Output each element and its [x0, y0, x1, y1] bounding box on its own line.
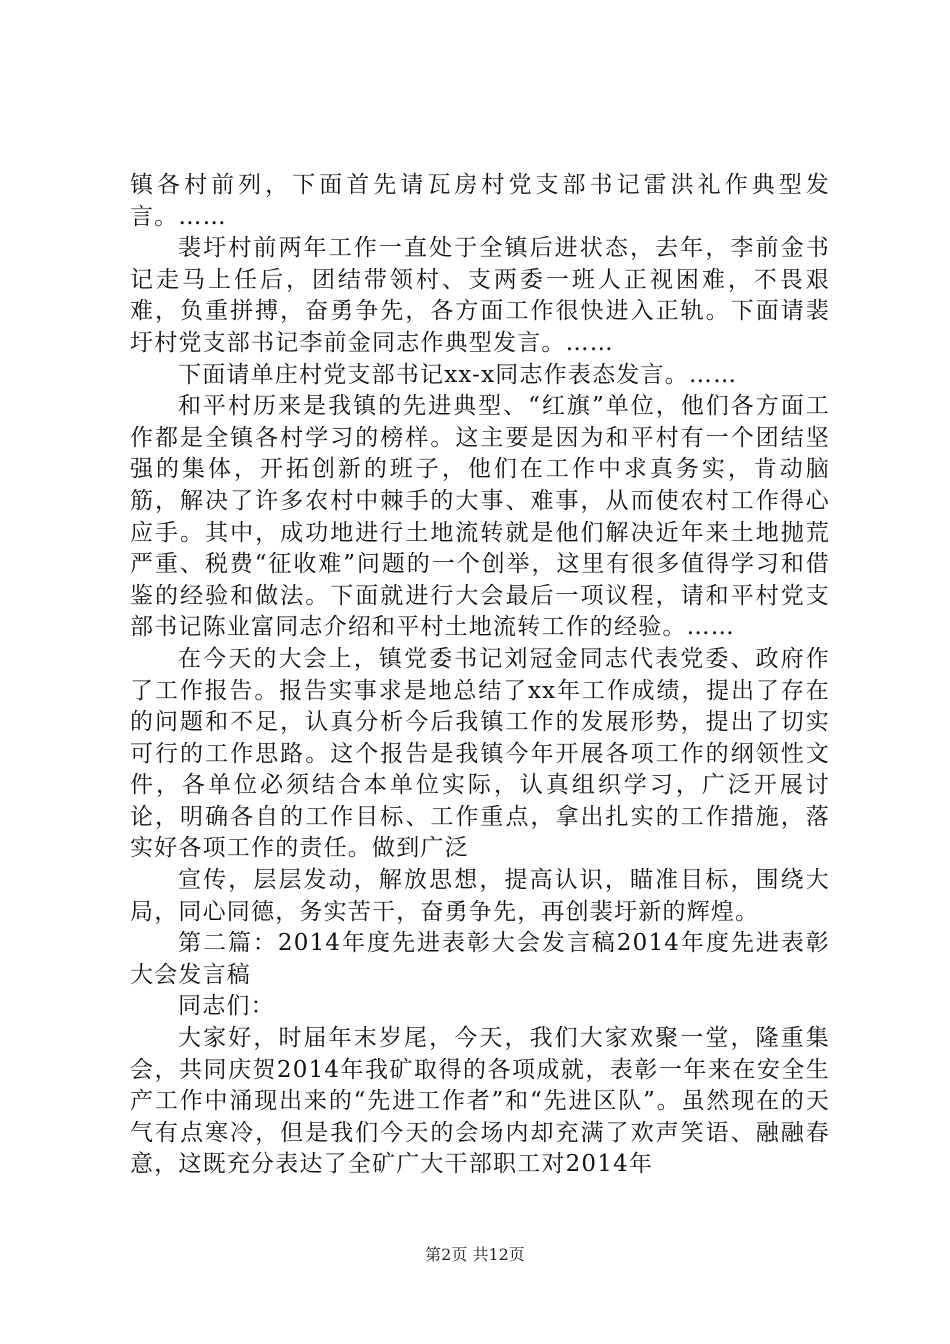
- paragraph-5: 在今天的大会上，镇党委书记刘冠金同志代表党委、政府作了工作报告。报告实事求是地总结了xx年工作成绩，提出了存在的问题和不足，认真分析今后我镇工作的发展形势，提出了切实可行的工作思路。这个报告是我镇今年开展各项工作的纲领性文件，各单位必须结合本单位实际，认真组织学习，广泛开展讨论，明确各自的工作目标、工作重点，拿出扎实的工作措施，落实好各项工作的责任。做到广泛: [130, 645, 830, 862]
- page-number-footer: 第2页 共12页: [425, 1245, 525, 1264]
- paragraph-6: 宣传，层层发动，解放思想，提高认识，瞄准目标，围绕大局，同心同德，务实苦干，奋勇争先，再创裴圩新的辉煌。: [130, 867, 830, 925]
- paragraph-9: 大家好，时届年末岁尾，今天，我们大家欢聚一堂，隆重集会，共同庆贺2014年我矿取得的各项成就，表彰一年来在安全生产工作中涌现出来的“先进工作者”和“先进区队”。虽然现在的天气有点寒冷，但是我们今天的会场内却充满了欢声笑语、融融春意，这既充分表达了全矿广大干部职工对2014年: [130, 1025, 830, 1178]
- paragraph-4: 和平村历来是我镇的先进典型、“红旗”单位，他们各方面工作都是全镇各村学习的榜样。这主要是因为和平村有一个团结坚强的集体，开拓创新的班子，他们在工作中求真务实，肯动脑筋，解决了许多农村中棘手的大事、难事，从而使农村工作得心应手。其中，成功地进行土地流转就是他们解决近年来土地抛荒严重、税费“征收难”问题的一个创举，这里有很多值得学习和借鉴的经验和做法。下面就进行大会最后一项议程，请和平村党支部书记陈业富同志介绍和平村土地流转工作的经验。……: [130, 393, 830, 641]
- paragraph-3: 下面请单庄村党支部书记xx-x同志作表态发言。……: [178, 361, 738, 388]
- paragraph-1: 镇各村前列，下面首先请瓦房村党支部书记雷洪礼作典型发言。……: [130, 172, 830, 230]
- section-heading: 第二篇：2014年度先进表彰大会发言稿2014年度先进表彰大会发言稿: [130, 930, 830, 988]
- paragraph-2: 裴圩村前两年工作一直处于全镇后进状态，去年，李前金书记走马上任后，团结带领村、支两委一班人正视困难，不畏艰难，负重拼搏，奋勇争先，各方面工作很快进入正轨。下面请裴圩村党支部书记李前金同志作典型发言。……: [130, 235, 830, 356]
- salutation: 同志们：: [178, 993, 275, 1020]
- document-body: [130, 170, 830, 1181]
